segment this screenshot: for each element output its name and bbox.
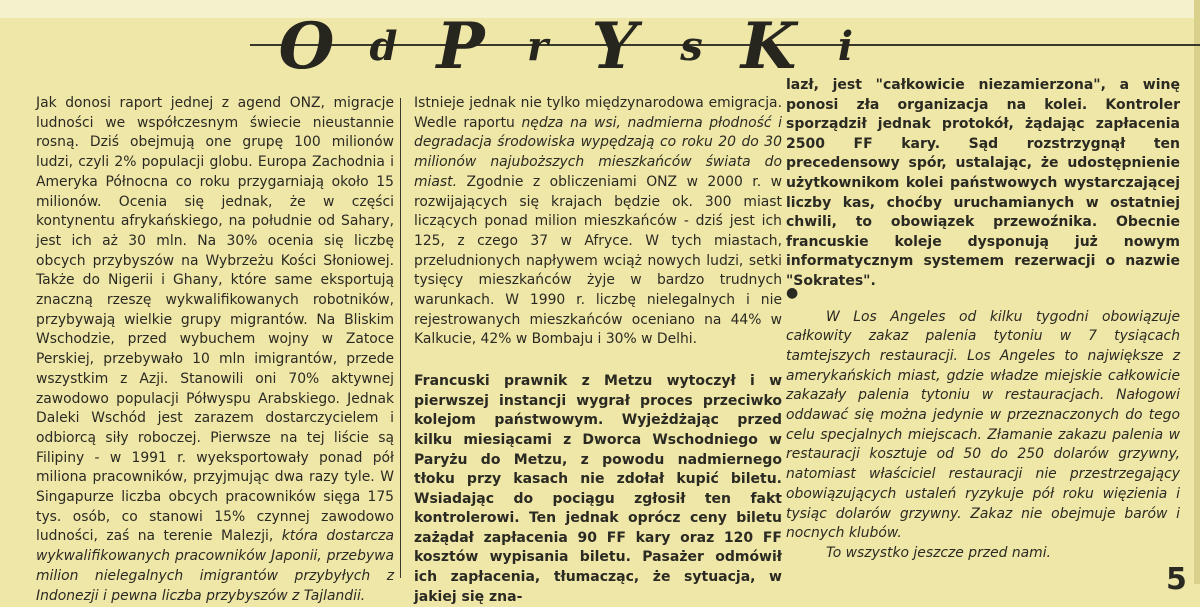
column-2-italic-text: nędza na wsi, nadmierna płodność i degradacja środowiska wypędzają co roku 20 do 30 milionów najuboższych mieszkańców świata do miast.	[414, 114, 783, 190]
column-3-italic-paragraph: W Los Angeles od kilku tygodni obowiązuje całkowity zakaz palenia tytoniu w 7 tysiącach tamtejszych restauracji. Los Angeles to największe z amerykańskich miast, gdzie władze miejskie całkowicie zakazały palenia tytoniu w restauracjach. Nałogowi oddawać się można jedynie w przeznaczonych do tego celu specjalnych miejscach. Złamanie zakazu palenia w restauracji kosztuje od 50 do 250 dolarów grzywny, natomiast właściciel restauracji nie przestrzegający obowiązujących ustaleń ryzykuje pół roku więzienia i tysiąc dolarów grzywny. Zakaz nie obejmuje barów i nocnych klubów.	[786, 308, 1180, 542]
column-1-italic-text: która dostarcza wykwalifikowanych pracowników Japonii, przebywa milion nielegalnych imigrantów przybyłych z Indonezji i pewna liczba przybyszów z Tajlandii.	[36, 528, 394, 604]
column-3-bold-paragraph: lazł, jest "całkowicie niezamierzona", a winę ponosi zła organizacja na kolei. Kontroler sporządził jednak protokół, żądając zapłacenia 2500 FF kary. Sąd rozstrzygnął ten precedensowy spór, ustalając, że udostępnienie użytkownikom kolei państwowych wystarczającej liczby kas, choćby uruchamianych w ostatniej chwili, to obowiązek przewoźnika. Obecnie francuskie koleje dysponują już nowym informatycznym systemem rezerwacji o nazwie "Sokrates".	[786, 77, 1180, 289]
separator-bullet: ●	[786, 284, 799, 301]
column-2-text-b: Zgodnie z obliczeniami ONZ w 2000 r. w rozwijających się krajach będzie ok. 300 miast liczących ponad milion mieszkańców - dziś jest ich 125, z czego 37 w Afryce. W tych miastach, przeludnionych napływem wciąż nowych ludzi, setki tysięcy mieszkańców żyje w bardzo trudnych warunkach. W 1990 r. liczbę nielegalnych i nie rejestrowanych mieszkańców oceniano na 44% w Kalkucie, 42% w Bombaju i 30% w Delhi.	[414, 173, 782, 348]
column-2-paragraph-1	[414, 94, 782, 350]
title-letter: Y	[591, 8, 638, 84]
title-letter: d	[369, 22, 398, 70]
column-2-article	[414, 94, 782, 607]
title-letter: i	[837, 22, 854, 70]
column-1-text: Jak donosi raport jednej z agend ONZ, migracje ludności we współczesnym świecie nieustannie rosną. Dziś obejmują one grupę 100 milionów ludzi, czyli 2% populacji globu. Europa Zachodnia i Ameryka Północna co roku przygarniają około 15 milionów. Ocenia się jednak, że w części kontynentu afrykańskiego, na południe od Sahary, jest ich aż 30 mln. Na 30% ocenia się liczbę obcych przybyszów na Wybrzeżu Kości Słoniowej. Także do Nigerii i Ghany, które same eksportują znaczną rzeszę wykwalifikowanych robotników, przybywają wielkie grupy migrantów. Na Bliskim Wschodzie, przed wybuchem wojny w Zatoce Perskiej, przebywało 10 mln imigrantów, przede wszystkim z Azji. Stanowili oni 70% aktywnej zawodowo populacji Półwyspu Arabskiego. Jednak Daleki Wschód jest zarazem dostarczycielem i odbiorcą siły roboczej. Pierwsze na tej liście są Filipiny - w 1991 r. wyeksportowały ponad pół miliona pracowników, przyjmując dwa razy tyle. W Singapurze liczba obcych pracowników sięga 175 tys. osób, co stanowi 15% czynnej zawodowo ludności, zaś na terenie Malezji,	[36, 95, 394, 545]
column-1-article	[36, 94, 394, 606]
title-letter: K	[740, 8, 797, 84]
column-2-bold-paragraph: Francuski prawnik z Metzu wytoczył i w pierwszej instancji wygrał proces przeciwko kolejom państwowym. Wyjeżdżając przed kilku miesiącami z Dworca Wschodniego w Paryżu do Metzu, z powodu nadmiernego tłoku przy kasach nie zdołał kupić biletu. Wsiadając do pociągu zgłosił ten fakt kontrolerowi. Ten jednak oprócz ceny biletu zażądał zapłacenia 90 FF kary oraz 120 FF kosztów wypisania biletu. Pasażer odmówił ich zapłacenia, tłumacząc, że sytuacja, w jakiej się zna-	[414, 373, 782, 605]
title-letter: s	[680, 22, 703, 70]
column-divider	[400, 98, 401, 578]
column-2-text-a: Istnieje jednak nie tylko międzynarodowa emigracja. Wedle raportu	[414, 95, 782, 131]
title-letter: P	[436, 8, 485, 84]
column-1-paragraph	[36, 94, 394, 606]
page-number: 5	[1166, 562, 1187, 597]
title-letter: O	[278, 8, 335, 84]
column-3-closing-line: To wszystko jeszcze przed nami.	[826, 544, 1051, 561]
title-letter: r	[526, 22, 549, 70]
column-3-article	[786, 76, 1180, 564]
